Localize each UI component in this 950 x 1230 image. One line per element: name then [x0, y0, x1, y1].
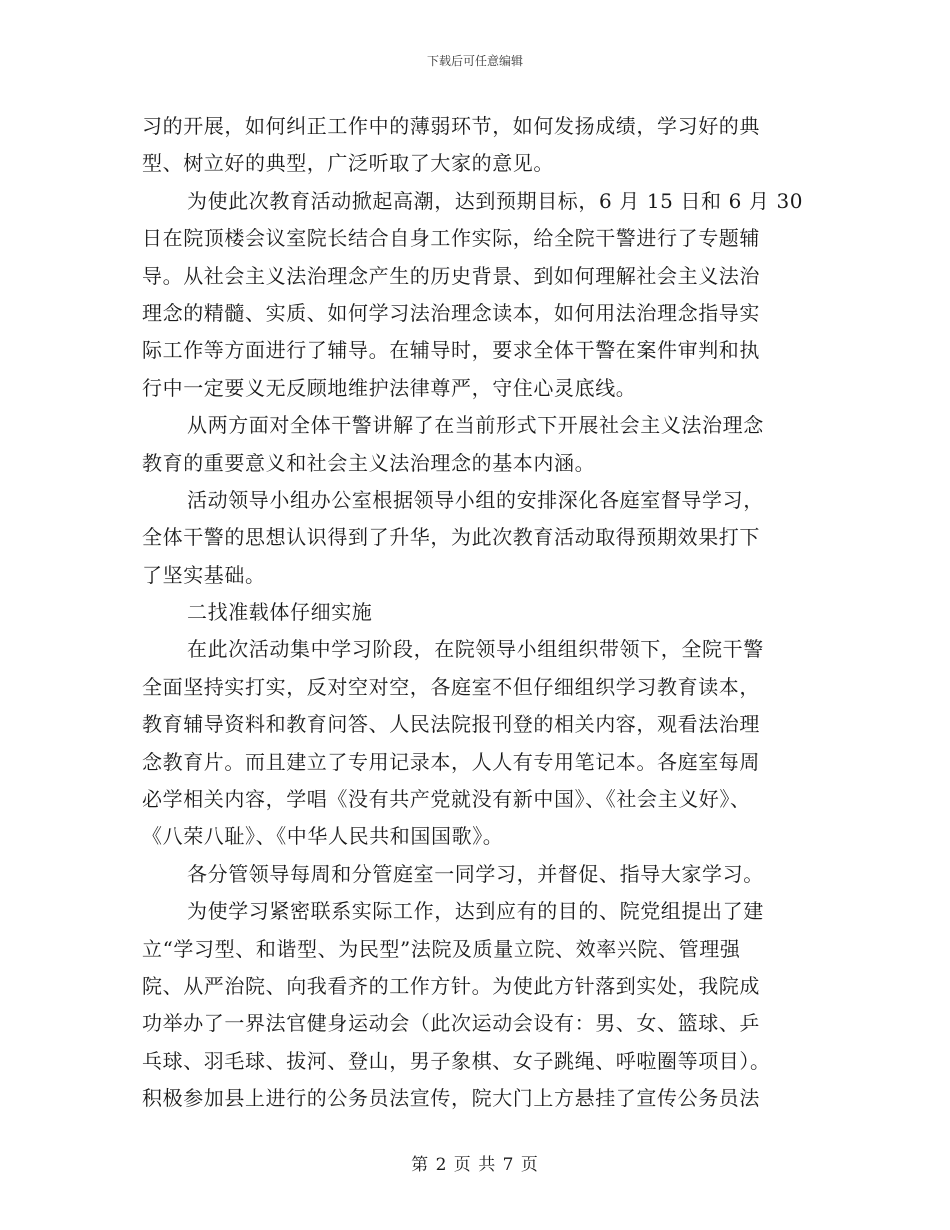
text-line: 理念的精髓、实质、如何学习法治理念读本，如何用法治理念指导实	[142, 300, 760, 325]
text-line: 教育辅导资料和教育问答、人民法院报刊登的相关内容，观看法治理	[142, 712, 760, 737]
text-line: 活动领导小组办公室根据领导小组的安排深化各庭室督导学习，	[187, 487, 764, 512]
text-line: 念教育片。而且建立了专用记录本，人人有专用笔记本。各庭室每周	[142, 749, 760, 774]
text-line: 必学相关内容，学唱《没有共产党就没有新中国》、《社会主义好》、	[142, 787, 751, 812]
text-line: 型、树立好的典型，广泛听取了大家的意见。	[142, 151, 554, 176]
text-line: 了坚实基础。	[142, 562, 266, 587]
section-heading: 二找准载体仔细实施	[187, 600, 373, 625]
text-line: 行中一定要义无反顾地维护法律尊严，守住心灵底线。	[142, 375, 637, 400]
text-line: 立“学习型、和谐型、为民型”法院及质量立院、效率兴院、管理强	[142, 936, 741, 961]
document-body	[142, 108, 802, 1118]
text-line: 积极参加县上进行的公务员法宣传，院大门上方悬挂了宣传公务员法	[142, 1086, 760, 1111]
text-line: 各分管领导每周和分管庭室一同学习，并督促、指导大家学习。	[187, 861, 764, 886]
text-line: 院、从严治院、向我看齐的工作方针。为使此方针落到实处，我院成	[142, 973, 760, 998]
page-header-note: 下载后可任意编辑	[426, 54, 523, 68]
text-line: 教育的重要意义和社会主义法治理念的基本内涵。	[142, 450, 596, 475]
text-line: 习的开展，如何纠正工作中的薄弱环节，如何发扬成绩，学习好的典	[142, 114, 760, 138]
text-line: 功举办了一界法官健身运动会（此次运动会设有：男、女、篮球、乒	[142, 1011, 760, 1036]
text-line: 为使此次教育活动掀起高潮，达到预期目标，6 月 15 日和 6 月 30	[187, 188, 804, 213]
page-number: 第 2 页 共 7 页	[411, 1155, 539, 1175]
text-line: 全面坚持实打实，反对空对空，各庭室不但仔细组织学习教育读本，	[142, 674, 760, 699]
text-line: 际工作等方面进行了辅导。在辅导时，要求全体干警在案件审判和执	[142, 338, 760, 363]
text-line: 在此次活动集中学习阶段，在院领导小组组织带领下，全院干警	[187, 637, 764, 662]
text-line: 全体干警的思想认识得到了升华，为此次教育活动取得预期效果打下	[142, 525, 760, 550]
text-line: 《八荣八耻》、《中华人民共和国国歌》。	[142, 824, 504, 849]
text-line: 从两方面对全体干警讲解了在当前形式下开展社会主义法治理念	[187, 413, 764, 438]
text-line: 乓球、羽毛球、拔河、登山，男子象棋、女子跳绳、呼啦圈等项目）。	[142, 1048, 771, 1073]
text-line: 日在院顶楼会议室院长结合自身工作实际，给全院干警进行了专题辅	[142, 226, 760, 251]
text-line: 导。从社会主义法治理念产生的历史背景、到如何理解社会主义法治	[142, 263, 760, 288]
text-line: 为使学习紧密联系实际工作，达到应有的目的、院党组提出了建	[187, 899, 764, 924]
